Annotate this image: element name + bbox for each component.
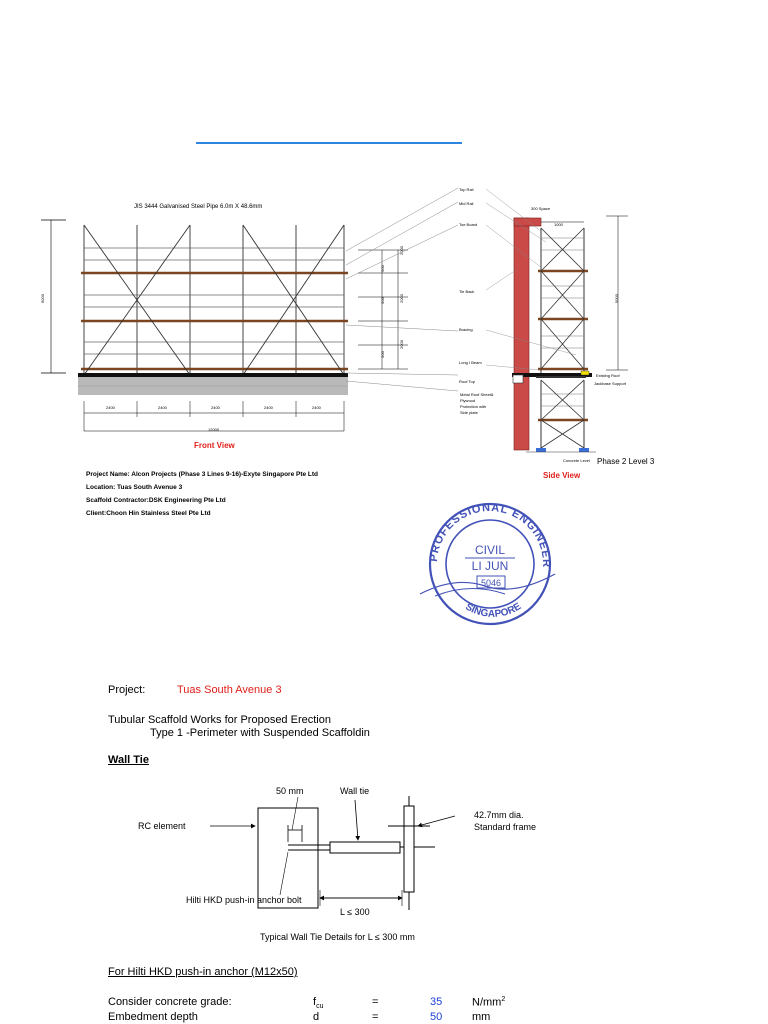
leader-lines [340, 185, 470, 405]
label-toe-board: Toe Board [459, 222, 478, 227]
bay-dim-5: 2400 [312, 405, 321, 410]
header-blue-line [196, 142, 462, 144]
fig-l-label: L ≤ 300 [340, 907, 370, 917]
front-lift-dim-2: 2000 [398, 294, 404, 303]
scaffold-contractor: Scaffold Contractor:DSK Engineering Pte Ltd [86, 497, 226, 504]
front-view-label: Front View [194, 441, 235, 450]
total-width-dim: 12000 [208, 427, 220, 432]
fig-50mm-label: 50 mm [276, 786, 304, 796]
project-location: Location: Tuas South Avenue 3 [86, 484, 183, 491]
fig-wall-tie-label: Wall tie [340, 786, 370, 796]
front-side-dim-2: 500 [379, 297, 385, 304]
pipe-label: JIS 3444 Galvanised Steel Pipe 6.0m X 48.6mm [134, 204, 263, 210]
row-embed-eq: = [372, 1011, 379, 1023]
label-top-rail: Top Rail [459, 187, 474, 192]
anchor-heading: For Hilti HKD push-in anchor (M12x50) [108, 966, 298, 978]
label-plywood: Plywood [460, 398, 476, 403]
svg-text:SINGAPORE [463, 601, 523, 620]
label-existing-roof: Existing Roof [596, 373, 620, 378]
fig-caption: Typical Wall Tie Details for L ≤ 300 mm [260, 932, 415, 942]
row-concrete-symbol-text: f [313, 996, 317, 1008]
label-bracing: Bracing [459, 327, 473, 332]
stamp-ring-text: PROFESSIONAL ENGINEER [427, 501, 553, 569]
row-embed-value: 50 [430, 1011, 443, 1023]
row-concrete-value: 35 [430, 996, 443, 1008]
bay-dim-3: 2400 [211, 405, 220, 410]
row-concrete-label: Consider concrete grade: [108, 996, 232, 1008]
label-jackbase: Jackbase Support [594, 381, 627, 386]
row-embed-unit: mm [472, 1011, 491, 1023]
calc-title-line2: Type 1 -Perimeter with Suspended Scaffoldin [150, 727, 370, 739]
phase-label: Phase 2 Level 3 [597, 457, 655, 466]
side-view-label: Side View [543, 471, 581, 480]
label-metal-roof: Metal Roof Sheet& [460, 392, 494, 397]
stamp-bottom-text: SINGAPORE [463, 601, 524, 620]
front-side-dim-3: 500 [379, 351, 385, 358]
row-concrete-unit-text: N/mm [472, 996, 502, 1009]
label-mid-rail: Mid Rail [459, 201, 474, 206]
row-embed-label: Embedment depth [108, 1011, 198, 1023]
front-height-dim: 6000 [39, 294, 45, 303]
stamp-name: LI JUN [471, 559, 509, 573]
bay-dim-4: 2400 [264, 405, 273, 410]
label-side-height: 5000 [613, 294, 619, 303]
stamp-number: 5046 [480, 578, 502, 588]
label-tie-back: Tie Back [459, 289, 475, 294]
row-concrete-unit-sup: 2 [501, 996, 506, 1003]
row-concrete-unit [472, 996, 505, 1009]
front-lift-dim-1: 2000 [398, 246, 404, 255]
client: Client:Choon Hin Stainless Steel Pte Ltd [86, 510, 211, 517]
wall-tie-heading: Wall Tie [108, 754, 149, 766]
label-long-beam: Long I Beam [459, 360, 482, 365]
bay-dim-1: 2400 [106, 405, 115, 410]
side-view-drawing [456, 180, 636, 465]
row-embed-symbol: d [313, 1011, 320, 1023]
label-space-note: 300 Space [531, 206, 551, 211]
calc-title-line1: Tubular Scaffold Works for Proposed Erection [108, 714, 331, 726]
label-protection: Protection with [460, 404, 487, 409]
front-side-dim-1: 500 [379, 265, 385, 272]
fig-frame-line2: Standard frame [474, 822, 537, 832]
stamp-discipline: CIVIL [474, 543, 506, 557]
row-concrete-symbol [313, 996, 323, 1010]
bay-dim-2: 2400 [158, 405, 167, 410]
label-side-width: 1000 [554, 222, 563, 227]
fig-frame-line1: 42.7mm dia. [474, 810, 524, 820]
front-lift-dim-3: 2000 [398, 340, 404, 349]
label-roof-top: Roof Top [459, 379, 475, 384]
calc-project-label: Project: [108, 684, 146, 696]
fig-anchor-label: Hilti HKD push-in anchor bolt [186, 895, 302, 905]
calc-project-value: Tuas South Avenue 3 [177, 684, 282, 696]
label-concrete-level: Concrete Level [563, 458, 590, 463]
pe-stamp [415, 486, 565, 620]
project-name: Project Name: Alcon Projects (Phase 3 Lines 9-16)-Exyte Singapore Pte Ltd [86, 471, 319, 478]
label-side-plate: Side plate [460, 410, 478, 415]
row-concrete-subscript: cu [316, 1003, 324, 1011]
fig-rc-label: RC element [138, 821, 186, 831]
row-concrete-eq: = [372, 996, 379, 1008]
